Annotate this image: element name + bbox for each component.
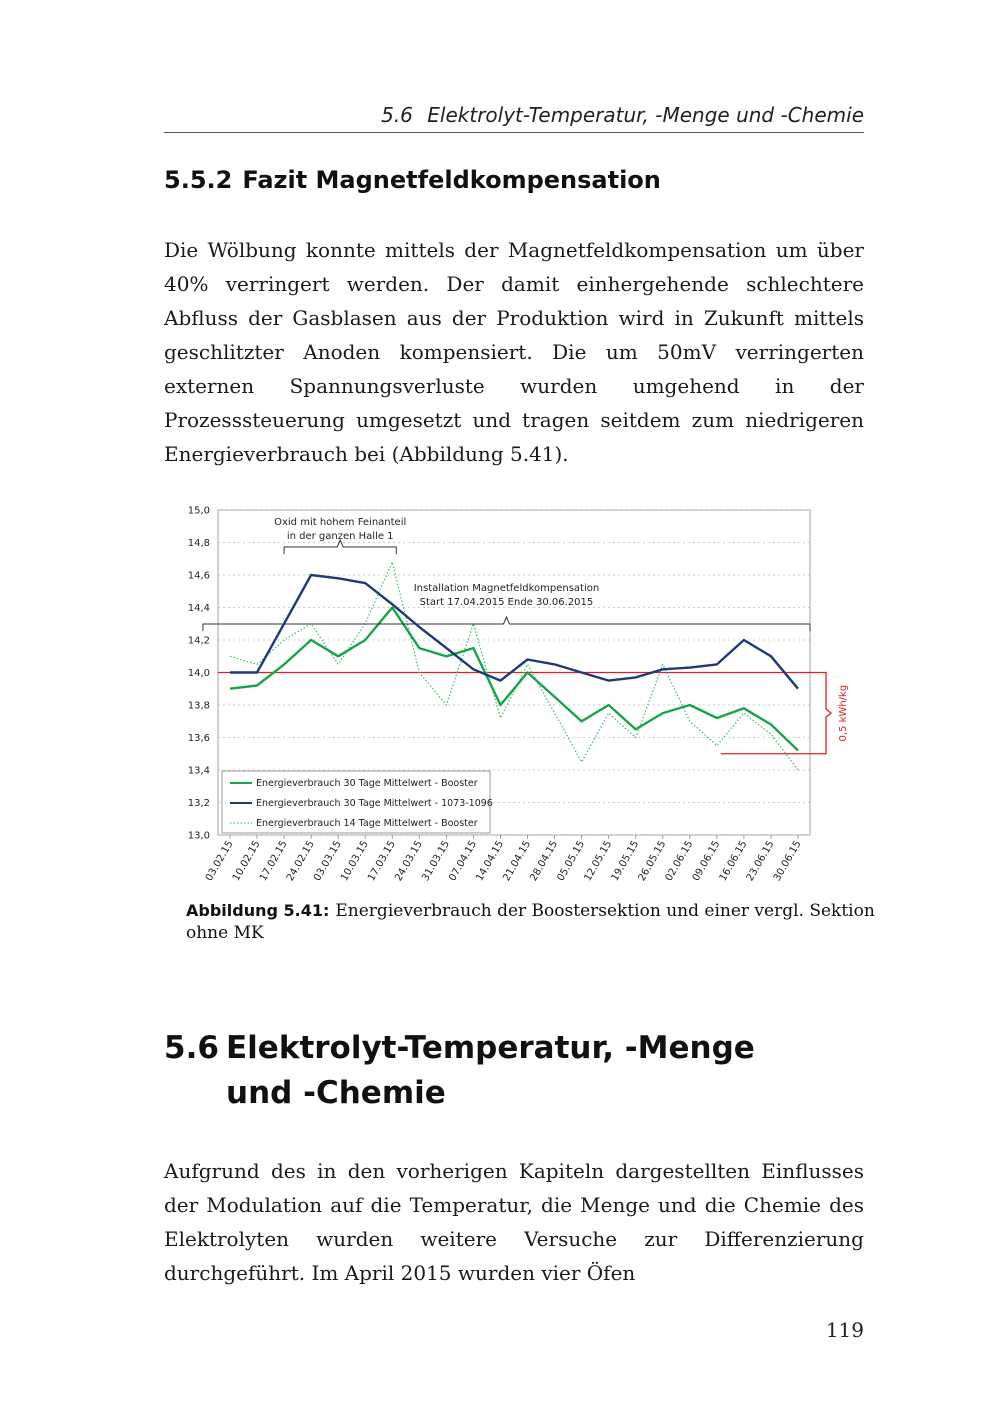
x-tick-label: 03.02.15 xyxy=(203,839,236,884)
x-tick-label: 16.06.15 xyxy=(717,839,750,884)
caption-text: Energieverbrauch der Boostersektion und einer vergl. Sektion ohne MK xyxy=(186,901,875,943)
x-tick-label: 17.02.15 xyxy=(257,839,290,884)
x-tick-label: 30.06.15 xyxy=(771,839,804,884)
x-tick-label: 31.03.15 xyxy=(420,839,452,884)
x-tick-label: 17.03.15 xyxy=(366,839,398,884)
legend-label-green: Energieverbrauch 30 Tage Mittelwert - Booster xyxy=(256,778,478,789)
y-tick-label: 13,0 xyxy=(187,830,210,842)
x-tick-label: 05.05.15 xyxy=(555,839,588,884)
annotation-2-line-1: Installation Magnetfeldkompensation xyxy=(413,583,600,594)
legend-label-dotted: Energieverbrauch 14 Tage Mittelwert - Booster xyxy=(256,818,478,829)
subsection-heading xyxy=(164,166,661,194)
annotation-1-line-1: Oxid mit hohem Feinanteil xyxy=(274,517,407,528)
difference-marker xyxy=(820,673,849,754)
x-tick-label: 02.06.15 xyxy=(663,839,696,884)
x-tick-label: 14.04.15 xyxy=(474,839,507,884)
caption-label: Abbildung 5.41: xyxy=(186,901,330,920)
difference-brace xyxy=(820,673,831,754)
section-heading xyxy=(164,1026,786,1116)
section-title: Elektrolyt-Temperatur, -Menge und -Chemie xyxy=(226,1030,755,1111)
running-head-number: 5.6 xyxy=(381,103,413,127)
y-tick-label: 13,6 xyxy=(187,733,210,744)
x-tick-label: 19.05.15 xyxy=(609,839,642,884)
legend-label-blue: Energieverbrauch 30 Tage Mittelwert - 1073-1096 xyxy=(256,798,493,809)
x-tick-label: 23.06.15 xyxy=(744,839,777,884)
legend xyxy=(222,771,493,833)
section-paragraph: Aufgrund des in den vorherigen Kapiteln dargestellten Einflusses der Modulation auf die Temperatur, die Menge und die Chemie des Elektrolyten wurden weitere Versuche zur Differenzierung durchgeführt. Im April 2015 wurden vier Öfen xyxy=(164,1159,864,1285)
running-head xyxy=(164,102,864,133)
y-tick-label: 14,0 xyxy=(187,668,210,679)
page-number: 119 xyxy=(825,1318,864,1342)
subsection-number: 5.5.2 xyxy=(164,166,233,194)
running-head-title: Elektrolyt-Temperatur, -Menge und -Chemie xyxy=(427,103,864,127)
difference-label: 0,5 kWh/kg xyxy=(838,684,849,742)
y-tick-label: 15,0 xyxy=(187,505,210,517)
x-tick-label: 07.04.15 xyxy=(447,839,480,884)
x-tick-label: 09.06.15 xyxy=(690,839,723,884)
x-tick-label: 28.04.15 xyxy=(528,839,561,884)
annotation-1-line-2: in der ganzen Halle 1 xyxy=(286,531,394,542)
annotation-2-line-2: Start 17.04.2015 Ende 30.06.2015 xyxy=(419,597,594,608)
x-tick-label: 24.03.15 xyxy=(393,839,425,884)
y-tick-label: 13,2 xyxy=(187,798,210,809)
x-tick-label: 10.03.15 xyxy=(339,839,371,884)
x-tick-label: 10.02.15 xyxy=(230,839,263,884)
subsection-paragraph: Die Wölbung konnte mittels der Magnetfeldkompensation um über 40% verringert werden. Der damit einhergehende schlechtere Abfluss der Gasblasen aus der Produktion wird in Zukunft mittels geschlitzter Anoden kompensiert. Die um 50mV verringerten externen Spannungsverluste wurden umgehend in der Prozesssteuerung umgesetzt und tragen seitdem zum niedrigeren Energieverbrauch bei (Abbildung 5.41). xyxy=(164,238,864,466)
y-tick-label: 14,2 xyxy=(187,635,210,647)
y-tick-label: 13,4 xyxy=(187,765,210,777)
section-number: 5.6 xyxy=(164,1030,219,1066)
y-tick-label: 14,8 xyxy=(187,538,210,549)
y-tick-label: 13,8 xyxy=(187,700,210,712)
x-tick-label: 21.04.15 xyxy=(501,839,534,884)
x-tick-label: 12.05.15 xyxy=(582,839,615,884)
y-tick-label: 14,4 xyxy=(187,603,210,614)
x-tick-label: 24.02.15 xyxy=(284,839,317,884)
figure-caption xyxy=(186,900,886,944)
x-tick-label: 03.03.15 xyxy=(311,839,344,884)
subsection-title: Fazit Magnetfeldkompensation xyxy=(242,166,661,194)
y-tick-label: 14,6 xyxy=(187,570,210,582)
x-tick-label: 26.05.15 xyxy=(636,839,669,884)
x-axis xyxy=(204,835,804,883)
energy-chart xyxy=(170,495,870,890)
y-axis xyxy=(188,506,210,842)
